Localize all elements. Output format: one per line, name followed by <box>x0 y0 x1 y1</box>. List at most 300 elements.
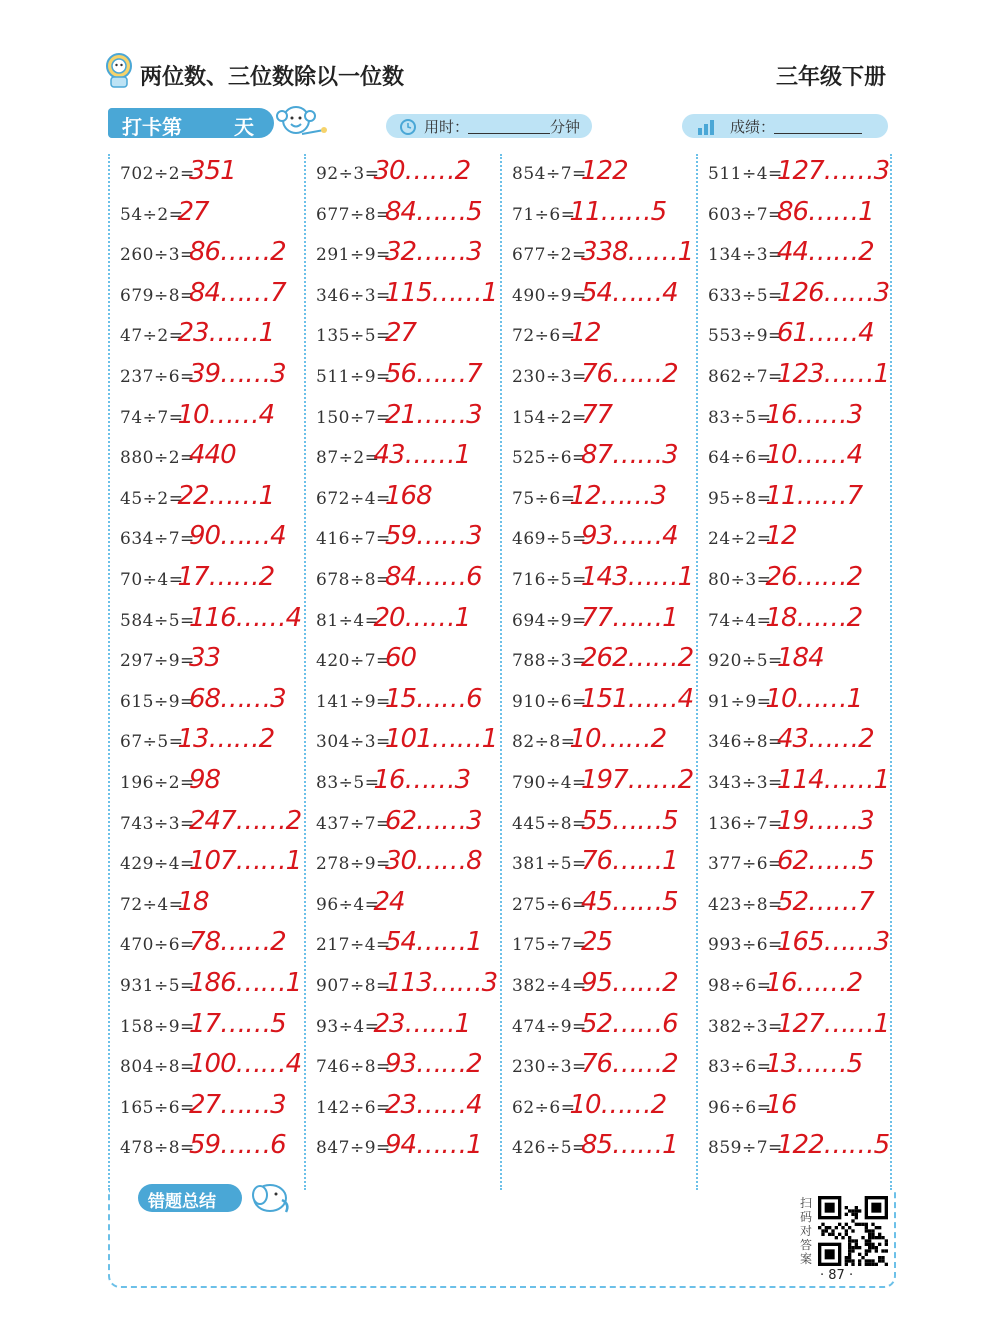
qr-caption: 扫码对答案 <box>800 1196 813 1266</box>
exercise-row <box>304 763 500 803</box>
exercise-question: 304÷3= <box>316 732 391 753</box>
exercise-question: 343÷3= <box>708 773 783 793</box>
exercise-question: 377÷6= <box>708 854 783 875</box>
handwritten-answer: 11……7 <box>765 480 863 511</box>
column-divider <box>108 154 110 1190</box>
time-used-label: 用时： <box>424 118 470 136</box>
exercise-question: 96÷6= <box>708 1097 772 1118</box>
exercise-row <box>108 966 304 1006</box>
exercise-question: 98÷6= <box>708 976 772 996</box>
exercise-question: 804÷8= <box>120 1057 195 1078</box>
exercise-question: 196÷2= <box>120 773 195 793</box>
exercise-row <box>696 560 892 600</box>
handwritten-answer: 122 <box>581 156 628 186</box>
checkin-label-suffix: 天 <box>234 115 254 139</box>
exercise-row <box>500 804 696 844</box>
handwritten-answer: 262……2 <box>581 643 694 674</box>
exercise-row <box>500 398 696 438</box>
handwritten-answer: 16 <box>765 1089 797 1120</box>
exercise-question: 82÷8= <box>512 732 576 753</box>
exercise-row <box>500 154 696 194</box>
exercise-row <box>500 1088 696 1128</box>
exercise-row <box>696 479 892 519</box>
exercise-row <box>108 519 304 559</box>
exercise-question: 416÷7= <box>316 529 391 550</box>
exercise-question: 346÷3= <box>316 285 391 306</box>
handwritten-answer: 98 <box>189 765 221 795</box>
handwritten-answer: 122……5 <box>777 1130 890 1161</box>
handwritten-answer: 20……1 <box>373 602 471 633</box>
exercise-question: 862÷7= <box>708 367 783 387</box>
exercise-row <box>500 1007 696 1047</box>
exercise-question: 80÷3= <box>708 570 772 590</box>
exercise-question: 694÷9= <box>512 610 587 631</box>
exercise-question: 95÷8= <box>708 488 772 509</box>
exercise-row <box>500 601 696 641</box>
exercise-row <box>696 1128 892 1168</box>
exercise-question: 470÷6= <box>120 935 195 956</box>
exercise-row <box>696 195 892 235</box>
exercise-row <box>304 154 500 194</box>
exercise-question: 275÷6= <box>512 894 587 915</box>
exercise-row <box>304 885 500 925</box>
exercise-row <box>696 276 892 316</box>
checkin-day-bar <box>108 108 274 138</box>
exercise-question: 54÷2= <box>120 204 184 225</box>
exercise-question: 70÷4= <box>120 570 184 590</box>
handwritten-answer: 93……2 <box>385 1049 482 1080</box>
handwritten-answer: 86……1 <box>777 196 874 227</box>
handwritten-answer: 440 <box>189 440 236 471</box>
handwritten-answer: 17……2 <box>177 562 275 592</box>
exercise-question: 511÷4= <box>708 164 783 184</box>
exercise-row <box>304 1007 500 1047</box>
handwritten-answer: 168 <box>385 480 432 511</box>
exercise-question: 382÷3= <box>708 1016 783 1037</box>
handwritten-answer: 27 <box>177 196 209 227</box>
handwritten-answer: 54……1 <box>385 927 482 958</box>
handwritten-answer: 32……3 <box>385 237 482 268</box>
exercise-question: 278÷9= <box>316 854 391 875</box>
exercise-question: 490÷9= <box>512 285 587 306</box>
exercise-row <box>500 1128 696 1168</box>
exercise-question: 678÷8= <box>316 570 391 590</box>
elephant-icon <box>246 1178 292 1216</box>
exercise-question: 67÷5= <box>120 732 184 753</box>
exercise-row <box>500 682 696 722</box>
handwritten-answer: 60 <box>385 643 417 674</box>
handwritten-answer: 165……3 <box>777 927 890 958</box>
exercise-row <box>304 804 500 844</box>
exercise-question: 291÷9= <box>316 245 391 266</box>
exercise-row <box>696 601 892 641</box>
handwritten-answer: 18 <box>177 886 209 917</box>
exercise-question: 511÷9= <box>316 367 391 387</box>
exercise-question: 429÷4= <box>120 854 195 875</box>
exercise-row <box>304 966 500 1006</box>
exercise-row <box>304 519 500 559</box>
exercise-question: 634÷7= <box>120 529 195 550</box>
handwritten-answer: 85……1 <box>581 1130 678 1161</box>
column-divider <box>304 154 306 1190</box>
handwritten-answer: 27……3 <box>189 1089 286 1120</box>
handwritten-answer: 351 <box>189 156 236 186</box>
exercise-question: 788÷3= <box>512 651 587 672</box>
exercise-question: 96÷4= <box>316 894 380 915</box>
handwritten-answer: 27 <box>385 318 417 349</box>
exercise-row <box>696 885 892 925</box>
checkin-label-prefix: 打卡第 <box>122 115 182 139</box>
exercise-row <box>108 1128 304 1168</box>
exercise-row <box>500 276 696 316</box>
time-unit-label: 分钟 <box>550 118 581 136</box>
handwritten-answer: 59……3 <box>385 521 482 552</box>
handwritten-answer: 18……2 <box>765 602 863 633</box>
handwritten-answer: 22……1 <box>177 480 275 511</box>
handwritten-answer: 78……2 <box>189 927 286 958</box>
exercise-question: 743÷3= <box>120 813 195 834</box>
handwritten-answer: 52……7 <box>777 886 874 917</box>
exercise-question: 474÷9= <box>512 1016 587 1037</box>
exercise-question: 91÷9= <box>708 691 772 712</box>
handwritten-answer: 12……3 <box>569 480 667 511</box>
time-used-blank[interactable] <box>468 133 550 134</box>
exercise-column <box>108 154 304 1190</box>
page-title: 两位数、三位数除以一位数 <box>140 65 405 90</box>
exercise-question: 716÷5= <box>512 570 587 590</box>
handwritten-answer: 84……6 <box>385 562 482 592</box>
handwritten-answer: 184 <box>777 643 824 674</box>
handwritten-answer: 95……2 <box>581 968 678 998</box>
exercise-row <box>304 1088 500 1128</box>
exercise-row <box>108 601 304 641</box>
exercise-question: 677÷8= <box>316 204 391 225</box>
exercise-question: 672÷4= <box>316 488 391 509</box>
handwritten-answer: 10……4 <box>765 440 863 471</box>
exercise-row <box>108 641 304 681</box>
exercise-row <box>304 560 500 600</box>
exercise-question: 423÷8= <box>708 894 783 915</box>
handwritten-answer: 10……2 <box>569 1089 667 1120</box>
monkey-mascot-icon <box>272 104 328 144</box>
handwritten-answer: 151……4 <box>581 683 694 714</box>
handwritten-answer: 16……3 <box>765 399 863 430</box>
handwritten-answer: 10……4 <box>177 399 275 430</box>
exercise-question: 615÷9= <box>120 691 195 712</box>
exercise-question: 346÷8= <box>708 732 783 753</box>
handwritten-answer: 113……3 <box>385 968 498 998</box>
exercise-question: 154÷2= <box>512 407 587 428</box>
exercise-row <box>108 357 304 397</box>
handwritten-answer: 76……2 <box>581 1049 678 1080</box>
error-summary-tab <box>138 1184 242 1212</box>
handwritten-answer: 247……2 <box>189 805 302 836</box>
handwritten-answer: 100……4 <box>189 1049 302 1080</box>
exercise-row <box>304 641 500 681</box>
exercise-row <box>500 357 696 397</box>
grade-label: 三年级下册 <box>776 65 887 90</box>
handwritten-answer: 123……1 <box>777 359 890 389</box>
exercise-question: 790÷4= <box>512 773 587 793</box>
exercise-row <box>500 479 696 519</box>
exercise-row <box>500 235 696 275</box>
exercise-row <box>304 438 500 478</box>
lion-logo-icon <box>104 52 134 88</box>
handwritten-answer: 186……1 <box>189 968 302 998</box>
exercise-row <box>304 601 500 641</box>
exercise-question: 136÷7= <box>708 813 783 834</box>
exercise-question: 677÷2= <box>512 245 587 266</box>
exercise-row <box>304 398 500 438</box>
exercise-question: 907÷8= <box>316 976 391 996</box>
exercise-row <box>304 722 500 762</box>
exercise-question: 75÷6= <box>512 488 576 509</box>
exercise-row <box>500 519 696 559</box>
handwritten-answer: 23……1 <box>177 318 275 349</box>
exercise-row <box>304 479 500 519</box>
exercise-row <box>108 763 304 803</box>
handwritten-answer: 13……5 <box>765 1049 863 1080</box>
exercise-question: 993÷6= <box>708 935 783 956</box>
exercise-question: 525÷6= <box>512 448 587 469</box>
exercise-row <box>696 1007 892 1047</box>
exercise-question: 553÷9= <box>708 326 783 347</box>
exercise-row <box>108 1007 304 1047</box>
exercise-question: 141÷9= <box>316 691 391 712</box>
handwritten-answer: 25 <box>581 927 613 958</box>
exercise-question: 260÷3= <box>120 245 195 266</box>
handwritten-answer: 23……4 <box>385 1089 482 1120</box>
error-summary-label: 错题总结 <box>148 1192 216 1212</box>
handwritten-answer: 45……5 <box>581 886 678 917</box>
exercise-row <box>500 1047 696 1087</box>
exercise-column <box>696 154 892 1190</box>
exercise-question: 135÷5= <box>316 326 391 347</box>
handwritten-answer: 143……1 <box>581 562 694 592</box>
exercise-question: 74÷7= <box>120 407 184 428</box>
exercise-row <box>696 519 892 559</box>
exercise-question: 64÷6= <box>708 448 772 469</box>
exercise-row <box>500 925 696 965</box>
handwritten-answer: 127……1 <box>777 1008 890 1039</box>
exercise-row <box>696 316 892 356</box>
exercise-row <box>500 641 696 681</box>
exercise-row <box>304 195 500 235</box>
exercise-question: 910÷6= <box>512 691 587 712</box>
exercise-question: 71÷6= <box>512 204 576 225</box>
exercise-row <box>696 357 892 397</box>
exercise-row <box>696 844 892 884</box>
exercise-question: 83÷5= <box>708 407 772 428</box>
exercise-question: 72÷6= <box>512 326 576 347</box>
exercise-row <box>696 398 892 438</box>
exercise-question: 72÷4= <box>120 894 184 915</box>
exercise-row <box>304 276 500 316</box>
exercise-row <box>108 398 304 438</box>
handwritten-answer: 338……1 <box>581 237 694 268</box>
exercise-question: 74÷4= <box>708 610 772 631</box>
page-number: · 87 · <box>820 1268 854 1283</box>
exercise-question: 584÷5= <box>120 610 195 631</box>
bar-chart-icon <box>696 116 718 136</box>
exercise-row <box>696 763 892 803</box>
handwritten-answer: 114……1 <box>777 765 890 795</box>
exercise-row <box>696 925 892 965</box>
qr-code-icon[interactable] <box>818 1196 888 1266</box>
handwritten-answer: 13……2 <box>177 724 275 755</box>
exercise-question: 62÷6= <box>512 1097 576 1118</box>
handwritten-answer: 127……3 <box>777 156 890 186</box>
exercise-row <box>108 1088 304 1128</box>
handwritten-answer: 101……1 <box>385 724 498 755</box>
exercise-question: 297÷9= <box>120 651 195 672</box>
exercise-row <box>108 479 304 519</box>
handwritten-answer: 44……2 <box>777 237 874 268</box>
exercise-question: 469÷5= <box>512 529 587 550</box>
exercise-row <box>500 966 696 1006</box>
exercise-row <box>304 1128 500 1168</box>
exercise-row <box>500 885 696 925</box>
exercise-row <box>304 1047 500 1087</box>
exercise-row <box>304 316 500 356</box>
exercise-row <box>108 925 304 965</box>
exercise-row <box>108 276 304 316</box>
exercise-row <box>108 722 304 762</box>
handwritten-answer: 59……6 <box>189 1130 286 1161</box>
handwritten-answer: 15……6 <box>385 683 482 714</box>
exercise-row <box>108 844 304 884</box>
handwritten-answer: 77……1 <box>581 602 678 633</box>
exercise-question: 134÷3= <box>708 245 783 266</box>
exercise-question: 47÷2= <box>120 326 184 347</box>
score-blank[interactable] <box>774 133 862 134</box>
exercise-row <box>696 966 892 1006</box>
exercise-question: 87÷2= <box>316 448 380 469</box>
exercise-question: 382÷4= <box>512 976 587 996</box>
handwritten-answer: 23……1 <box>373 1008 471 1039</box>
handwritten-answer: 16……3 <box>373 765 471 795</box>
handwritten-answer: 77 <box>581 399 613 430</box>
exercise-question: 83÷5= <box>316 773 380 793</box>
exercise-question: 679÷8= <box>120 285 195 306</box>
handwritten-answer: 30……2 <box>373 156 471 186</box>
exercise-question: 158÷9= <box>120 1016 195 1037</box>
exercise-question: 702÷2= <box>120 164 195 184</box>
exercise-row <box>108 682 304 722</box>
exercise-row <box>108 1047 304 1087</box>
handwritten-answer: 55……5 <box>581 805 678 836</box>
handwritten-answer: 16……2 <box>765 968 863 998</box>
handwritten-answer: 126……3 <box>777 277 890 308</box>
handwritten-answer: 62……3 <box>385 805 482 836</box>
exercise-row <box>304 682 500 722</box>
exercise-question: 237÷6= <box>120 367 195 387</box>
handwritten-answer: 86……2 <box>189 237 286 268</box>
exercise-question: 633÷5= <box>708 285 783 306</box>
exercise-question: 746÷8= <box>316 1057 391 1078</box>
handwritten-answer: 56……7 <box>385 359 482 389</box>
handwritten-answer: 19……3 <box>777 805 874 836</box>
score-label: 成绩： <box>730 118 776 136</box>
exercise-row <box>696 682 892 722</box>
exercise-row <box>500 195 696 235</box>
handwritten-answer: 90……4 <box>189 521 286 552</box>
exercise-question: 478÷8= <box>120 1138 195 1159</box>
column-divider <box>696 154 698 1190</box>
exercise-row <box>304 235 500 275</box>
handwritten-answer: 61……4 <box>777 318 874 349</box>
exercise-row <box>108 560 304 600</box>
exercise-question: 150÷7= <box>316 407 391 428</box>
exercise-question: 93÷4= <box>316 1016 380 1037</box>
exercise-question: 920÷5= <box>708 651 783 672</box>
handwritten-answer: 197……2 <box>581 765 694 795</box>
exercise-grid <box>108 154 892 1190</box>
exercise-row <box>108 804 304 844</box>
exercise-question: 931÷5= <box>120 976 195 996</box>
exercise-row <box>304 844 500 884</box>
handwritten-answer: 21……3 <box>385 399 482 430</box>
exercise-question: 847÷9= <box>316 1138 391 1159</box>
exercise-question: 230÷3= <box>512 1057 587 1078</box>
handwritten-answer: 62……5 <box>777 846 874 877</box>
exercise-row <box>696 438 892 478</box>
handwritten-answer: 107……1 <box>189 846 302 877</box>
exercise-column <box>500 154 696 1190</box>
exercise-row <box>500 560 696 600</box>
exercise-question: 426÷5= <box>512 1138 587 1159</box>
exercise-question: 437÷7= <box>316 813 391 834</box>
handwritten-answer: 33 <box>189 643 221 674</box>
handwritten-answer: 12 <box>569 318 601 349</box>
handwritten-answer: 52……6 <box>581 1008 678 1039</box>
exercise-row <box>108 316 304 356</box>
exercise-row <box>696 804 892 844</box>
handwritten-answer: 76……2 <box>581 359 678 389</box>
handwritten-answer: 24 <box>373 886 405 917</box>
exercise-question: 880÷2= <box>120 448 195 469</box>
handwritten-answer: 17……5 <box>189 1008 286 1039</box>
column-divider <box>500 154 502 1190</box>
exercise-question: 45÷2= <box>120 488 184 509</box>
exercise-question: 603÷7= <box>708 204 783 225</box>
exercise-row <box>304 357 500 397</box>
exercise-row <box>696 235 892 275</box>
exercise-row <box>500 722 696 762</box>
handwritten-answer: 12 <box>765 521 797 552</box>
exercise-row <box>500 844 696 884</box>
exercise-question: 217÷4= <box>316 935 391 956</box>
handwritten-answer: 84……5 <box>385 196 482 227</box>
handwritten-answer: 68……3 <box>189 683 286 714</box>
exercise-row <box>696 722 892 762</box>
handwritten-answer: 54……4 <box>581 277 678 308</box>
alarm-clock-icon <box>398 116 418 136</box>
handwritten-answer: 115……1 <box>385 277 498 308</box>
exercise-question: 381÷5= <box>512 854 587 875</box>
column-divider <box>890 154 892 1190</box>
score-field <box>682 114 888 138</box>
exercise-question: 230÷3= <box>512 367 587 387</box>
exercise-question: 81÷4= <box>316 610 380 631</box>
exercise-question: 24÷2= <box>708 529 772 550</box>
handwritten-answer: 87……3 <box>581 440 678 471</box>
handwritten-answer: 43……1 <box>373 440 471 471</box>
exercise-question: 859÷7= <box>708 1138 783 1159</box>
exercise-row <box>500 763 696 803</box>
exercise-question: 175÷7= <box>512 935 587 956</box>
handwritten-answer: 116……4 <box>189 602 302 633</box>
